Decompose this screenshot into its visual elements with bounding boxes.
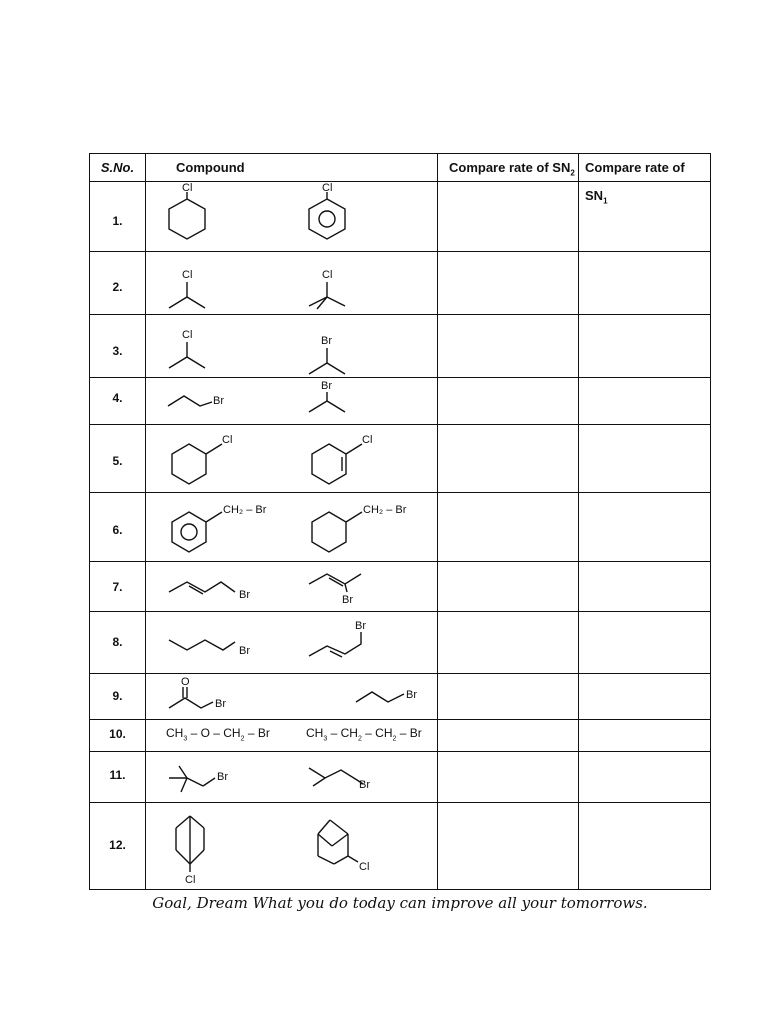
row-divider (90, 561, 710, 562)
row-number: 8. (112, 635, 123, 649)
row-divider (90, 719, 710, 720)
chlorocyclohexene-structure (302, 430, 382, 490)
row-number: 5. (112, 454, 123, 468)
substituent-label: Cl (359, 861, 370, 873)
substituent-label: Br (217, 771, 228, 783)
isopropyl-chloride-structure (155, 324, 215, 374)
substituent-label: Br (359, 779, 370, 791)
header-sn2-subscript: 2 (570, 168, 575, 178)
n-propyl-bromide-structure (162, 384, 242, 414)
substituent-label: Cl (182, 182, 193, 194)
substituent-label: Br (321, 380, 332, 392)
row-divider (90, 314, 710, 315)
substituent-label: Br (239, 589, 250, 601)
bromobutene-structure (305, 562, 375, 612)
row-number: 12. (109, 838, 126, 852)
column-divider (145, 154, 146, 889)
column-divider (578, 154, 579, 889)
bromoacetone-structure (165, 674, 255, 719)
chlorobenzene-structure (295, 182, 365, 250)
n-butyl-bromide-structure (165, 624, 265, 664)
chlorocyclohexane-structure (155, 182, 225, 250)
isopropyl-bromide-structure (295, 376, 355, 426)
substituent-label: Br (213, 395, 224, 407)
substituent-label: Cl (185, 874, 196, 886)
crotyl-bromide-structure (165, 566, 265, 606)
row-number: 1. (112, 214, 123, 228)
header-sn1-subscript: 1 (603, 196, 608, 206)
substituent-label: Br (355, 620, 366, 632)
row-number: 10. (109, 727, 126, 741)
row-divider (90, 802, 710, 803)
chloronorbornane-bridgehead-structure (162, 806, 222, 891)
isobutyl-bromide-structure (305, 758, 395, 798)
tert-butyl-chloride-structure (295, 264, 355, 314)
row-number: 11. (109, 768, 126, 782)
row-number: 9. (112, 689, 123, 703)
substituent-label: Cl (362, 434, 373, 446)
substituent-label: Cl (182, 269, 193, 281)
header-sn1-text: Compare rate of SN (585, 160, 685, 203)
substituent-label: Cl (322, 269, 333, 281)
substituent-label: CH₂ – Br (363, 504, 407, 516)
row-number: 4. (112, 391, 123, 405)
header-sn2-text: Compare rate of SN (449, 160, 571, 175)
cyclohexylmethyl-bromide-structure (302, 498, 432, 558)
substituent-label: Br (321, 335, 332, 347)
crotyl-bromide-structure (305, 616, 385, 666)
isopropyl-bromide-structure (295, 330, 355, 380)
substituent-label: Br (342, 594, 353, 606)
carbonyl-oxygen-label: O (181, 676, 190, 688)
row-divider (90, 377, 710, 378)
chloronorbornane-structure (300, 806, 380, 876)
row-divider (90, 424, 710, 425)
benzyl-bromide-structure (162, 498, 292, 558)
substituent-label: Br (239, 645, 250, 657)
row-divider (90, 251, 710, 252)
row-number: 3. (112, 344, 123, 358)
row-divider (90, 611, 710, 612)
row-number: 2. (112, 280, 123, 294)
methoxymethyl-bromide-formula: $CH_3$ – O – $CH_2$ – Br (166, 726, 270, 743)
row-number: 7. (112, 580, 123, 594)
substituent-label: CH₂ – Br (223, 504, 267, 516)
header-compound: Compound (176, 160, 245, 175)
column-divider (437, 154, 438, 889)
header-sno: S.No. (100, 160, 135, 175)
substituent-label: Cl (182, 329, 193, 341)
isopropyl-chloride-structure (155, 264, 215, 314)
footer-motto: Goal, Dream What you do today can improve all your tomorrows. (152, 894, 648, 912)
header-sn2 (449, 154, 575, 182)
row-divider (90, 492, 710, 493)
neopentyl-bromide-structure (165, 758, 255, 798)
substituent-label: Cl (322, 182, 333, 194)
row-number: 6. (112, 523, 123, 537)
substituent-label: Br (406, 689, 417, 701)
chlorocyclohexane-structure (162, 430, 242, 490)
worksheet-table (89, 153, 711, 890)
row-divider (90, 751, 710, 752)
header-sn1 (585, 154, 710, 206)
n-propyl-bromide-structure (352, 680, 442, 710)
substituent-label: Br (215, 698, 226, 710)
substituent-label: Cl (222, 434, 233, 446)
n-propyl-bromide-formula: $CH_3 - CH_2 - CH_2$ – Br (306, 726, 422, 743)
